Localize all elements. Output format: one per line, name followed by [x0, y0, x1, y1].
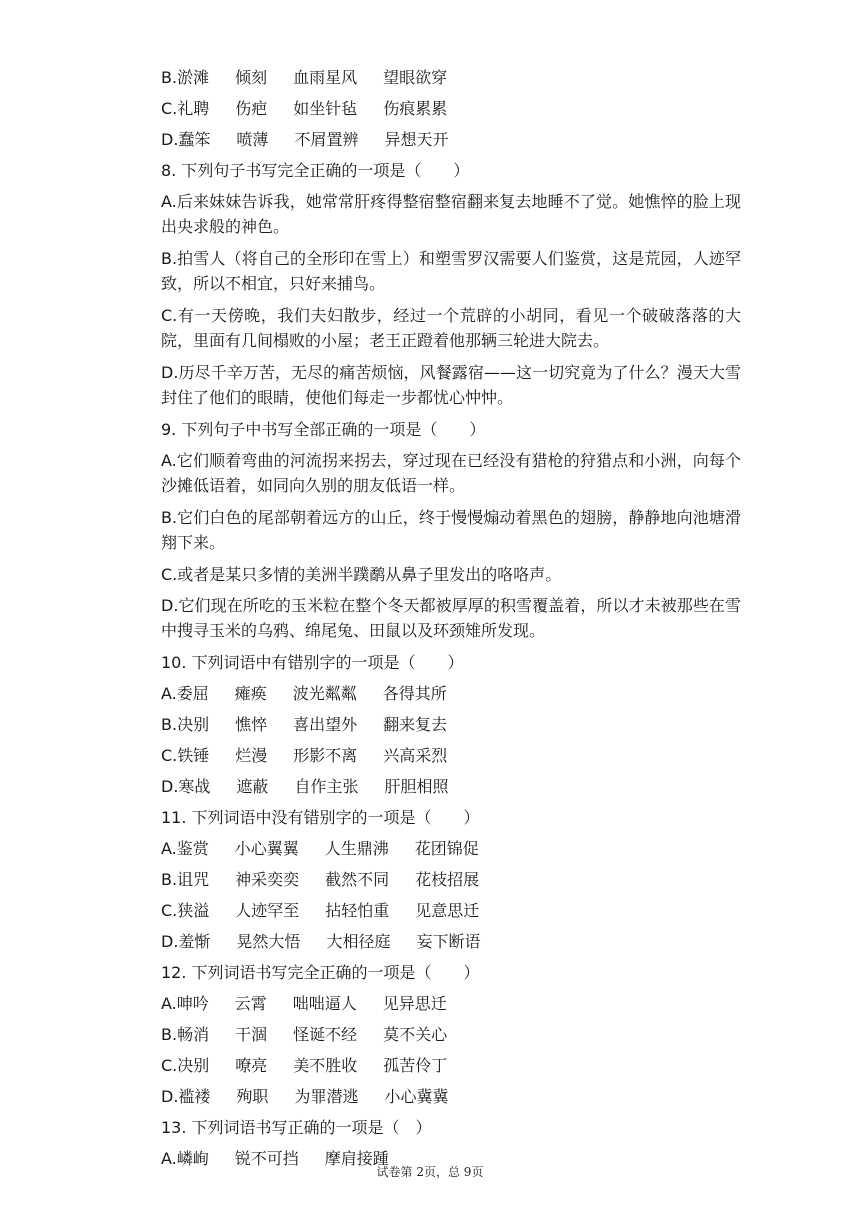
option-word: 烂漫: [235, 746, 268, 765]
option-line: [161, 62, 741, 93]
option-line: [161, 709, 741, 740]
option-word: A.委屈: [161, 684, 209, 703]
option-line: [161, 93, 741, 124]
option-word: 殉职: [236, 1087, 269, 1106]
option-word: A.嶙峋: [161, 1149, 209, 1168]
option-word: 翻来复去: [383, 715, 448, 734]
option-sentence: B.它们白色的尾部朝着远方的山丘，终于慢慢煽动着黑色的翅膀，静静地向池塘滑翔下来。: [161, 508, 741, 552]
option-word: 锐不可挡: [234, 1149, 299, 1168]
option-word: A.鉴赏: [161, 839, 209, 858]
option-word: 为罪潜逃: [294, 1087, 359, 1106]
option-word: C.决别: [161, 1056, 210, 1075]
option-word: 小心翼翼: [234, 839, 299, 858]
option-word: 截然不同: [325, 870, 390, 889]
exam-content: [161, 62, 741, 1174]
option-word: 异想天开: [384, 130, 449, 149]
option-word: 人迹罕至: [235, 901, 300, 920]
question-line: 10. 下列词语中有错别字的一项是（ ）: [161, 653, 464, 672]
option-line: [161, 124, 741, 155]
option-word: 花团锦促: [414, 839, 479, 858]
option-word: 见异思迁: [382, 994, 447, 1013]
option-word: 各得其所: [382, 684, 447, 703]
option-word: 倾刻: [235, 68, 268, 87]
option-word: B.淤滩: [161, 68, 210, 87]
option-word: C.铁锤: [161, 746, 210, 765]
option-word: 喜出望外: [293, 715, 358, 734]
option-word: 伤疤: [235, 99, 268, 118]
option-word: 自作主张: [294, 777, 359, 796]
option-line: [161, 1019, 741, 1050]
option-word: 干涸: [235, 1025, 268, 1044]
question-line: 13. 下列词语书写正确的一项是（ ）: [161, 1118, 432, 1137]
option-word: 妄下断语: [416, 932, 481, 951]
option-line: [161, 1081, 741, 1112]
option-line: [161, 678, 741, 709]
option-line: [161, 771, 741, 802]
option-word: 大相径庭: [326, 932, 391, 951]
option-word: D.羞惭: [161, 932, 211, 951]
option-line: [161, 833, 741, 864]
option-word: 孤苦伶丁: [383, 1056, 448, 1075]
option-line: [161, 895, 741, 926]
option-line: [161, 740, 741, 771]
option-word: 憔悴: [235, 715, 268, 734]
question-line: 11. 下列词语中没有错别字的一项是（ ）: [161, 808, 480, 827]
question-line: C.或者是某只多情的美洲半蹼鹬从鼻子里发出的咯咯声。: [161, 565, 562, 584]
question-line: 12. 下列词语书写完全正确的一项是（ ）: [161, 963, 480, 982]
option-word: D.褴褛: [161, 1087, 211, 1106]
option-word: 波光粼粼: [292, 684, 357, 703]
option-line: [161, 1050, 741, 1081]
option-word: 兴高采烈: [383, 746, 448, 765]
option-word: 嘹亮: [235, 1056, 268, 1075]
option-word: B.决别: [161, 715, 210, 734]
option-word: 见意思迁: [415, 901, 480, 920]
option-word: 怪诞不经: [293, 1025, 358, 1044]
option-word: 拈轻怕重: [325, 901, 390, 920]
option-word: 血雨星风: [293, 68, 358, 87]
option-sentence: A.后来妹妹告诉我，她常常肝疼得整宿整宿翻来复去地睡不了觉。她憔悴的脸上现出央求般的神色。: [161, 192, 741, 236]
option-line: [161, 864, 741, 895]
option-word: 云霄: [234, 994, 267, 1013]
option-word: 遮蔽: [236, 777, 269, 796]
option-word: 咄咄逼人: [292, 994, 357, 1013]
question-line: 9. 下列句子中书写全部正确的一项是（ ）: [161, 420, 486, 439]
question-line: 8. 下列句子书写完全正确的一项是（ ）: [161, 161, 470, 180]
page-footer: 试卷第 2页，总 9页: [376, 1165, 484, 1179]
option-line: [161, 926, 741, 957]
option-word: 如坐针毡: [293, 99, 358, 118]
option-word: B.诅咒: [161, 870, 210, 889]
option-word: 喷薄: [236, 130, 269, 149]
option-word: 形影不离: [293, 746, 358, 765]
option-word: 神采奕奕: [235, 870, 300, 889]
option-word: 肝胆相照: [384, 777, 449, 796]
option-word: C.狭溢: [161, 901, 210, 920]
option-word: D.蠢笨: [161, 130, 211, 149]
option-word: B.畅消: [161, 1025, 210, 1044]
option-word: 晃然大悟: [236, 932, 301, 951]
option-line: [161, 988, 741, 1019]
option-word: 莫不关心: [383, 1025, 448, 1044]
option-word: D.寒战: [161, 777, 211, 796]
option-word: A.呻吟: [161, 994, 209, 1013]
option-sentence: D.它们现在所吃的玉米粒在整个冬天都被厚厚的积雪覆盖着，所以才未被那些在雪中搜寻玉米的乌鸦、绵尾兔、田鼠以及环颈雉所发现。: [161, 596, 741, 640]
option-word: 小心冀冀: [384, 1087, 449, 1106]
option-sentence: C.有一天傍晚，我们夫妇散步，经过一个荒辟的小胡同，看见一个破破落落的大院，里面有几间榻败的小屋；老王正蹬着他那辆三轮进大院去。: [161, 306, 741, 350]
option-word: 美不胜收: [293, 1056, 358, 1075]
option-word: 伤痕累累: [383, 99, 448, 118]
option-sentence: A.它们顺着弯曲的河流拐来拐去，穿过现在已经没有猎枪的狩猎点和小洲，向每个沙摊低语着，如同向久别的朋友低语一样。: [161, 451, 741, 495]
option-word: 望眼欲穿: [383, 68, 448, 87]
option-word: 花枝招展: [415, 870, 480, 889]
option-word: 瘫痪: [234, 684, 267, 703]
option-sentence: B.拍雪人（将自己的全形印在雪上）和塑雪罗汉需要人们鉴赏，这是荒园，人迹罕致，所以不相宜，只好来捕鸟。: [161, 249, 741, 293]
option-sentence: D.历尽千辛万苦，无尽的痛苦烦恼，风餐露宿——这一切究竟为了什么？漫天大雪封住了他们的眼睛，使他们每走一步都忧心忡忡。: [161, 363, 741, 407]
option-word: 人生鼎沸: [324, 839, 389, 858]
option-word: C.礼聘: [161, 99, 210, 118]
option-word: 摩肩接踵: [324, 1149, 389, 1168]
option-word: 不屑置辨: [294, 130, 359, 149]
